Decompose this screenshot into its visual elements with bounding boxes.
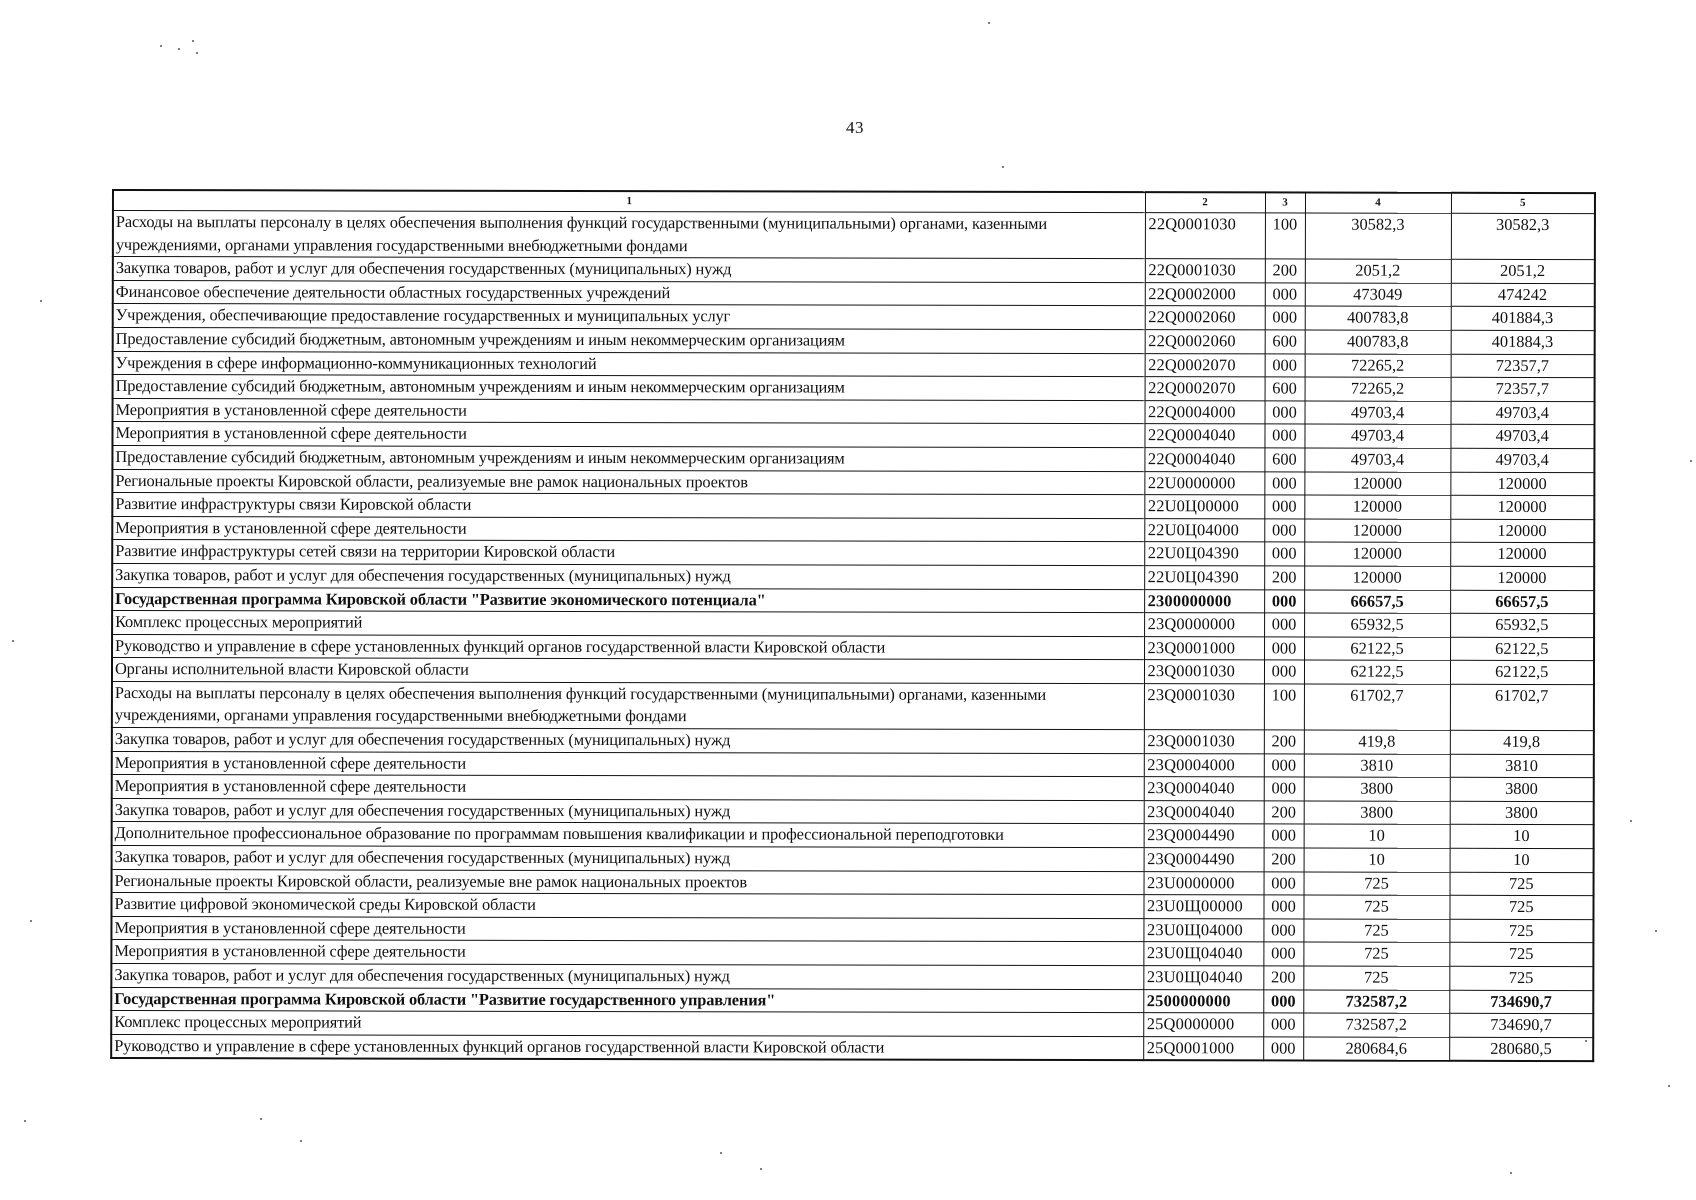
table-row bbox=[113, 351, 1595, 378]
row-type-cell: 000 bbox=[1265, 283, 1305, 307]
row-name-cell: Дополнительное профессиональное образование по программам повышения квалификации и профессиональной переподготовки bbox=[112, 822, 1144, 848]
row-name-cell: Мероприятия в установленной сфере деятельности bbox=[112, 751, 1144, 777]
table-row bbox=[112, 493, 1594, 520]
row-value-col5-cell: 120000 bbox=[1450, 519, 1594, 543]
table-row bbox=[112, 634, 1594, 661]
scan-speck bbox=[1668, 1085, 1670, 1087]
row-name-cell: Расходы на выплаты персоналу в целях обеспечения выполнения функций государственными (муниципальными) органами, казенными учреждениями, органами управления государственными внебюджетными фондами bbox=[113, 211, 1145, 259]
row-value-col4-cell: 3800 bbox=[1304, 801, 1450, 825]
table-row bbox=[112, 563, 1594, 590]
row-code-cell: 23U0000000 bbox=[1144, 871, 1264, 895]
table-row bbox=[113, 327, 1595, 354]
row-name-cell: Органы исполнительной власти Кировской области bbox=[112, 658, 1144, 684]
row-value-col5-cell: 3800 bbox=[1450, 801, 1594, 825]
row-value-col5-cell: 725 bbox=[1450, 872, 1594, 896]
header-col-5: 5 bbox=[1451, 193, 1595, 214]
row-value-col4-cell: 725 bbox=[1304, 872, 1450, 896]
table-row bbox=[112, 516, 1594, 543]
row-value-col5-cell: 49703,4 bbox=[1450, 425, 1594, 449]
row-value-col5-cell: 120000 bbox=[1450, 495, 1594, 519]
row-code-cell: 22Q0004000 bbox=[1145, 400, 1265, 424]
row-code-cell: 23U0Щ04040 bbox=[1143, 942, 1263, 966]
scan-speck bbox=[1002, 166, 1004, 168]
table-row bbox=[111, 893, 1593, 920]
table-row bbox=[112, 869, 1594, 896]
scan-speck bbox=[192, 40, 194, 42]
row-code-cell: 23Q0004000 bbox=[1144, 753, 1264, 777]
row-value-col4-cell: 725 bbox=[1303, 895, 1449, 919]
table-row bbox=[111, 916, 1593, 943]
scan-speck bbox=[300, 1140, 302, 1142]
row-value-col4-cell: 725 bbox=[1303, 966, 1449, 990]
row-value-col5-cell: 2051,2 bbox=[1451, 259, 1595, 283]
row-type-cell: 000 bbox=[1263, 990, 1303, 1014]
row-type-cell: 000 bbox=[1264, 424, 1304, 448]
row-code-cell: 25Q0000000 bbox=[1143, 1013, 1263, 1037]
scan-speck bbox=[1630, 820, 1632, 822]
row-value-col4-cell: 66657,5 bbox=[1304, 589, 1450, 613]
row-value-col4-cell: 30582,3 bbox=[1305, 213, 1451, 259]
table-row bbox=[113, 398, 1595, 425]
row-type-cell: 000 bbox=[1264, 872, 1304, 896]
table-row bbox=[112, 798, 1594, 825]
row-value-col4-cell: 280684,6 bbox=[1303, 1037, 1449, 1061]
row-code-cell: 23U0Щ00000 bbox=[1143, 895, 1263, 919]
row-value-col4-cell: 61702,7 bbox=[1304, 684, 1450, 730]
scan-speck bbox=[160, 45, 162, 47]
row-value-col4-cell: 120000 bbox=[1304, 519, 1450, 543]
row-type-cell: 000 bbox=[1264, 613, 1304, 637]
row-type-cell: 000 bbox=[1263, 1013, 1303, 1037]
row-value-col4-cell: 120000 bbox=[1304, 495, 1450, 519]
table-row bbox=[112, 658, 1594, 685]
scan-speck bbox=[760, 1168, 762, 1170]
row-name-cell: Закупка товаров, работ и услуг для обеспечения государственных (муниципальных) нужд bbox=[112, 798, 1144, 824]
row-name-cell: Закупка товаров, работ и услуг для обеспечения государственных (муниципальных) нужд bbox=[111, 964, 1143, 990]
row-name-cell: Государственная программа Кировской области "Развитие государственного управления" bbox=[111, 987, 1143, 1013]
table-row bbox=[112, 822, 1594, 849]
row-name-cell: Учреждения в сфере информационно-коммуникационных технологий bbox=[113, 351, 1145, 377]
scan-speck bbox=[40, 300, 42, 302]
row-type-cell: 000 bbox=[1264, 660, 1304, 684]
row-name-cell: Закупка товаров, работ и услуг для обеспечения государственных (муниципальных) нужд bbox=[112, 563, 1144, 589]
row-value-col5-cell: 120000 bbox=[1450, 472, 1594, 496]
scan-speck bbox=[178, 48, 180, 50]
row-type-cell: 200 bbox=[1265, 259, 1305, 283]
row-value-col4-cell: 3800 bbox=[1304, 777, 1450, 801]
row-value-col4-cell: 49703,4 bbox=[1304, 424, 1450, 448]
scan-speck bbox=[1655, 930, 1657, 932]
row-name-cell: Предоставление субсидий бюджетным, автономным учреждениям и иным некоммерческим организациям bbox=[113, 375, 1145, 401]
row-value-col4-cell: 120000 bbox=[1304, 566, 1450, 590]
row-type-cell: 000 bbox=[1264, 637, 1304, 661]
row-code-cell: 2500000000 bbox=[1143, 989, 1263, 1013]
row-value-col5-cell: 72357,7 bbox=[1451, 377, 1595, 401]
table-row bbox=[112, 469, 1594, 496]
row-code-cell: 23U0Щ04000 bbox=[1143, 918, 1263, 942]
row-value-col4-cell: 725 bbox=[1303, 942, 1449, 966]
header-col-2: 2 bbox=[1145, 192, 1265, 213]
page-number: 43 bbox=[846, 118, 864, 137]
row-value-col4-cell: 3810 bbox=[1304, 754, 1450, 778]
table-row bbox=[111, 1011, 1593, 1038]
table-row bbox=[113, 375, 1595, 402]
row-type-cell: 000 bbox=[1264, 777, 1304, 801]
scan-speck bbox=[24, 1120, 26, 1122]
row-code-cell: 23Q0001030 bbox=[1144, 660, 1264, 684]
table-row bbox=[112, 775, 1594, 802]
row-code-cell: 22Q0002060 bbox=[1145, 330, 1265, 354]
table-row bbox=[112, 445, 1594, 472]
row-value-col4-cell: 120000 bbox=[1304, 542, 1450, 566]
row-type-cell: 000 bbox=[1265, 401, 1305, 425]
row-value-col4-cell: 49703,4 bbox=[1305, 401, 1451, 425]
row-value-col4-cell: 62122,5 bbox=[1304, 637, 1450, 661]
row-type-cell: 200 bbox=[1264, 730, 1304, 754]
scan-speck bbox=[260, 1118, 262, 1120]
row-code-cell: 22U0000000 bbox=[1144, 471, 1264, 495]
row-code-cell: 23Q0004490 bbox=[1144, 848, 1264, 872]
row-value-col5-cell: 401884,3 bbox=[1451, 307, 1595, 331]
row-value-col5-cell: 725 bbox=[1449, 919, 1593, 943]
row-type-cell: 600 bbox=[1265, 330, 1305, 354]
row-name-cell: Закупка товаров, работ и услуг для обеспечения государственных (муниципальных) нужд bbox=[112, 728, 1144, 754]
row-value-col4-cell: 120000 bbox=[1304, 472, 1450, 496]
row-type-cell: 200 bbox=[1264, 848, 1304, 872]
row-name-cell: Учреждения, обеспечивающие предоставление государственных и муниципальных услуг bbox=[113, 304, 1145, 330]
table-row bbox=[111, 987, 1593, 1014]
row-type-cell: 000 bbox=[1263, 942, 1303, 966]
table-body bbox=[111, 211, 1595, 1062]
row-value-col5-cell: 734690,7 bbox=[1449, 1013, 1593, 1037]
scan-speck bbox=[12, 640, 14, 642]
row-value-col4-cell: 419,8 bbox=[1304, 730, 1450, 754]
row-value-col5-cell: 49703,4 bbox=[1450, 448, 1594, 472]
row-type-cell: 600 bbox=[1264, 448, 1304, 472]
row-value-col5-cell: 3800 bbox=[1450, 778, 1594, 802]
row-value-col5-cell: 49703,4 bbox=[1451, 401, 1595, 425]
table-row bbox=[111, 964, 1593, 991]
row-value-col5-cell: 30582,3 bbox=[1451, 213, 1595, 259]
row-name-cell: Расходы на выплаты персоналу в целях обеспечения выполнения функций государственными (муниципальными) органами, казенными учреждениями, органами управления государственными внебюджетными фондами bbox=[112, 681, 1144, 729]
row-type-cell: 200 bbox=[1264, 801, 1304, 825]
row-name-cell: Мероприятия в установленной сфере деятельности bbox=[111, 940, 1143, 966]
row-value-col5-cell: 120000 bbox=[1450, 566, 1594, 590]
table-row bbox=[113, 211, 1595, 260]
row-type-cell: 000 bbox=[1263, 919, 1303, 943]
row-name-cell: Развитие цифровой экономической среды Кировской области bbox=[111, 893, 1143, 919]
header-col-4: 4 bbox=[1305, 192, 1451, 213]
row-value-col5-cell: 3810 bbox=[1450, 754, 1594, 778]
row-value-col4-cell: 10 bbox=[1304, 848, 1450, 872]
scan-speck bbox=[1510, 1172, 1512, 1174]
table-row bbox=[112, 681, 1594, 730]
row-value-col5-cell: 61702,7 bbox=[1450, 684, 1594, 730]
row-code-cell: 22U0Ц04390 bbox=[1144, 542, 1264, 566]
row-code-cell: 23Q0001030 bbox=[1144, 684, 1264, 730]
row-type-cell: 100 bbox=[1264, 684, 1304, 730]
row-value-col5-cell: 72357,7 bbox=[1451, 354, 1595, 378]
row-type-cell: 000 bbox=[1264, 519, 1304, 543]
header-col-3: 3 bbox=[1265, 192, 1305, 213]
row-value-col4-cell: 732587,2 bbox=[1303, 1013, 1449, 1037]
table-row bbox=[112, 751, 1594, 778]
row-value-col5-cell: 62122,5 bbox=[1450, 637, 1594, 661]
row-value-col5-cell: 65932,5 bbox=[1450, 613, 1594, 637]
row-value-col4-cell: 10 bbox=[1304, 824, 1450, 848]
row-name-cell: Региональные проекты Кировской области, реализуемые вне рамок национальных проектов bbox=[112, 469, 1144, 495]
row-code-cell: 22Q0001030 bbox=[1145, 213, 1265, 259]
row-code-cell: 23Q0000000 bbox=[1144, 613, 1264, 637]
row-type-cell: 600 bbox=[1265, 377, 1305, 401]
table-row bbox=[113, 304, 1595, 331]
row-code-cell: 22Q0002060 bbox=[1145, 306, 1265, 330]
row-value-col4-cell: 49703,4 bbox=[1304, 448, 1450, 472]
row-value-col5-cell: 474242 bbox=[1451, 283, 1595, 307]
row-type-cell: 000 bbox=[1264, 824, 1304, 848]
table-row bbox=[112, 611, 1594, 638]
row-name-cell: Закупка товаров, работ и услуг для обеспечения государственных (муниципальных) нужд bbox=[112, 846, 1144, 872]
row-code-cell: 22Q0002070 bbox=[1145, 377, 1265, 401]
table-row bbox=[111, 1034, 1593, 1061]
row-type-cell: 200 bbox=[1264, 566, 1304, 590]
row-code-cell: 25Q0001000 bbox=[1143, 1036, 1263, 1060]
row-code-cell: 22U0Ц00000 bbox=[1144, 495, 1264, 519]
row-code-cell: 23Q0001000 bbox=[1144, 636, 1264, 660]
row-value-col5-cell: 10 bbox=[1450, 825, 1594, 849]
scan-speck bbox=[988, 22, 990, 24]
row-code-cell: 23Q0001030 bbox=[1144, 730, 1264, 754]
row-code-cell: 22Q0001030 bbox=[1145, 259, 1265, 283]
table-row bbox=[112, 540, 1594, 567]
row-type-cell: 000 bbox=[1264, 495, 1304, 519]
table-row bbox=[112, 846, 1594, 873]
row-code-cell: 23Q0004490 bbox=[1144, 824, 1264, 848]
row-name-cell: Комплекс процессных мероприятий bbox=[112, 611, 1144, 637]
row-value-col4-cell: 473049 bbox=[1305, 283, 1451, 307]
row-value-col4-cell: 400783,8 bbox=[1305, 306, 1451, 330]
row-value-col5-cell: 10 bbox=[1450, 848, 1594, 872]
row-value-col5-cell: 62122,5 bbox=[1450, 661, 1594, 685]
row-value-col5-cell: 725 bbox=[1449, 966, 1593, 990]
row-name-cell: Мероприятия в установленной сфере деятельности bbox=[111, 916, 1143, 942]
scan-speck bbox=[196, 52, 198, 54]
row-value-col5-cell: 66657,5 bbox=[1450, 590, 1594, 614]
row-name-cell: Финансовое обеспечение деятельности областных государственных учреждений bbox=[113, 280, 1145, 306]
row-value-col5-cell: 734690,7 bbox=[1449, 990, 1593, 1014]
row-value-col5-cell: 419,8 bbox=[1450, 730, 1594, 754]
row-value-col5-cell: 725 bbox=[1449, 896, 1593, 920]
row-name-cell: Развитие инфраструктуры сетей связи на территории Кировской области bbox=[112, 540, 1144, 566]
row-type-cell: 000 bbox=[1264, 542, 1304, 566]
row-code-cell: 2300000000 bbox=[1144, 589, 1264, 613]
row-code-cell: 22U0Ц04390 bbox=[1144, 566, 1264, 590]
row-value-col5-cell: 120000 bbox=[1450, 543, 1594, 567]
row-code-cell: 22Q0004040 bbox=[1144, 448, 1264, 472]
row-name-cell: Руководство и управление в сфере установленных функций органов государственной власти Кировской области bbox=[112, 634, 1144, 660]
row-value-col4-cell: 65932,5 bbox=[1304, 613, 1450, 637]
row-code-cell: 23U0Щ04040 bbox=[1143, 966, 1263, 990]
row-value-col4-cell: 2051,2 bbox=[1305, 259, 1451, 283]
row-code-cell: 22Q0002000 bbox=[1145, 282, 1265, 306]
row-code-cell: 23Q0004040 bbox=[1144, 801, 1264, 825]
row-code-cell: 23Q0004040 bbox=[1144, 777, 1264, 801]
table-row bbox=[112, 422, 1594, 449]
row-name-cell: Комплекс процессных мероприятий bbox=[111, 1011, 1143, 1037]
table-row bbox=[112, 587, 1594, 614]
row-name-cell: Руководство и управление в сфере установленных функций органов государственной власти Кировской области bbox=[111, 1034, 1143, 1060]
row-type-cell: 000 bbox=[1263, 895, 1303, 919]
row-name-cell: Мероприятия в установленной сфере деятельности bbox=[113, 398, 1145, 424]
row-value-col5-cell: 280680,5 bbox=[1449, 1037, 1593, 1061]
row-name-cell: Предоставление субсидий бюджетным, автономным учреждениям и иным некоммерческим организациям bbox=[113, 327, 1145, 353]
table-row bbox=[113, 257, 1595, 284]
row-type-cell: 000 bbox=[1265, 306, 1305, 330]
row-name-cell: Предоставление субсидий бюджетным, автономным учреждениям и иным некоммерческим организациям bbox=[112, 445, 1144, 471]
row-name-cell: Мероприятия в установленной сфере деятельности bbox=[112, 775, 1144, 801]
row-value-col4-cell: 732587,2 bbox=[1303, 990, 1449, 1014]
row-value-col4-cell: 72265,2 bbox=[1305, 377, 1451, 401]
row-type-cell: 000 bbox=[1264, 754, 1304, 778]
row-name-cell: Мероприятия в установленной сфере деятельности bbox=[112, 516, 1144, 542]
row-value-col5-cell: 401884,3 bbox=[1451, 330, 1595, 354]
header-col-1: 1 bbox=[113, 190, 1145, 213]
scan-speck bbox=[1690, 460, 1692, 462]
row-type-cell: 000 bbox=[1264, 589, 1304, 613]
row-type-cell: 000 bbox=[1264, 471, 1304, 495]
row-type-cell: 000 bbox=[1265, 353, 1305, 377]
row-value-col4-cell: 72265,2 bbox=[1305, 354, 1451, 378]
row-value-col4-cell: 62122,5 bbox=[1304, 660, 1450, 684]
row-name-cell: Развитие инфраструктуры связи Кировской области bbox=[112, 493, 1144, 519]
row-value-col5-cell: 725 bbox=[1449, 943, 1593, 967]
row-code-cell: 22Q0004040 bbox=[1144, 424, 1264, 448]
scan-speck bbox=[720, 1152, 722, 1154]
scan-speck bbox=[30, 920, 32, 922]
table-row bbox=[113, 280, 1595, 307]
row-code-cell: 22Q0002070 bbox=[1145, 353, 1265, 377]
table-row bbox=[112, 728, 1594, 755]
budget-table bbox=[110, 189, 1596, 1062]
row-type-cell: 000 bbox=[1263, 1037, 1303, 1061]
row-name-cell: Закупка товаров, работ и услуг для обеспечения государственных (муниципальных) нужд bbox=[113, 257, 1145, 283]
table-row bbox=[111, 940, 1593, 967]
row-name-cell: Региональные проекты Кировской области, реализуемые вне рамок национальных проектов bbox=[112, 869, 1144, 895]
scan-speck bbox=[1585, 1040, 1587, 1042]
row-value-col4-cell: 725 bbox=[1303, 919, 1449, 943]
row-value-col4-cell: 400783,8 bbox=[1305, 330, 1451, 354]
row-name-cell: Мероприятия в установленной сфере деятельности bbox=[112, 422, 1144, 448]
row-type-cell: 100 bbox=[1265, 213, 1305, 259]
row-code-cell: 22U0Ц04000 bbox=[1144, 518, 1264, 542]
row-type-cell: 200 bbox=[1263, 966, 1303, 990]
row-name-cell: Государственная программа Кировской области "Развитие экономического потенциала" bbox=[112, 587, 1144, 613]
